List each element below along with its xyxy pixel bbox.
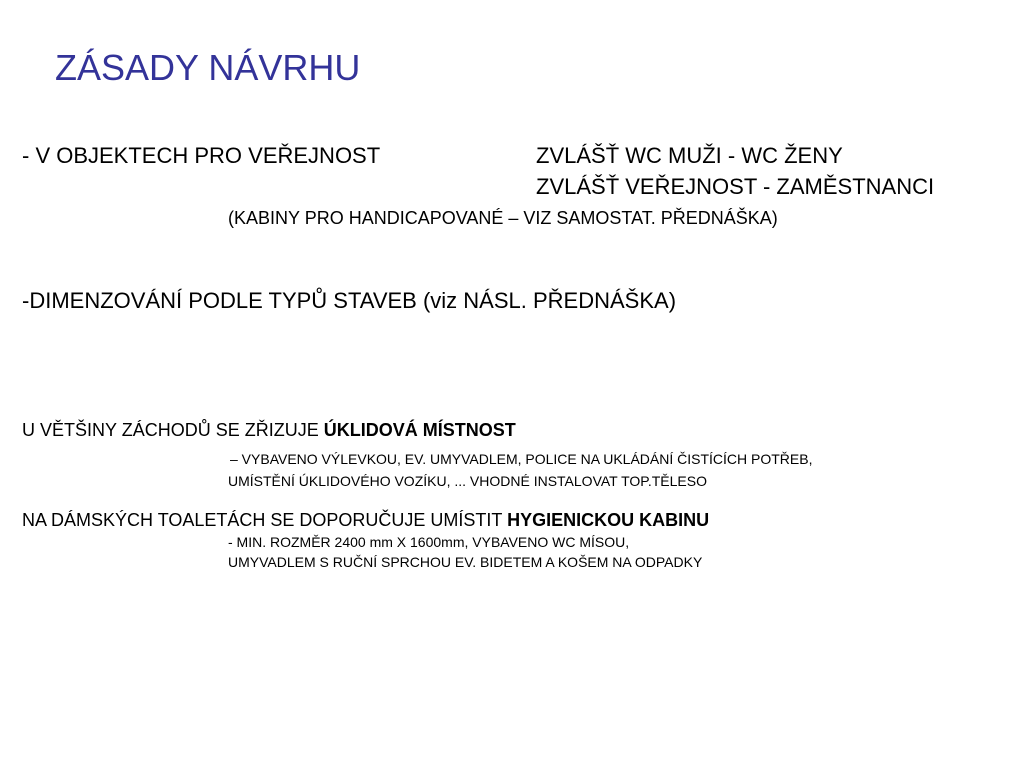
cleaning-room-lead: U VĚTŠINY ZÁCHODŮ SE ZŘIZUJE [22, 420, 324, 440]
separate-public-staff: ZVLÁŠŤ VEŘEJNOST - ZAMĚSTNANCI [536, 174, 935, 199]
hygiene-cabin-lead: NA DÁMSKÝCH TOALETÁCH SE DOPORUČUJE UMÍSTIT [22, 510, 508, 530]
handicap-note: (KABINY PRO HANDICAPOVANÉ – VIZ SAMOSTAT. PŘEDNÁŠKA) [228, 208, 778, 228]
slide-title: ZÁSADY NÁVRHU [55, 47, 361, 88]
hygiene-cabin-detail-1: - MIN. ROZMĚR 2400 mm X 1600mm, VYBAVENO WC MÍSOU, [228, 534, 630, 550]
hygiene-cabin-bold: HYGIENICKOU KABINU [507, 510, 710, 530]
hygiene-cabin-detail-2: UMYVADLEM S RUČNÍ SPRCHOU EV. BIDETEM A KOŠEM NA ODPADKY [228, 554, 703, 570]
hygiene-cabin-heading [22, 509, 709, 531]
cleaning-room-heading [22, 419, 516, 441]
public-buildings-lead: - V OBJEKTECH PRO VEŘEJNOST [22, 143, 381, 168]
cleaning-room-detail-1: – VYBAVENO VÝLEVKOU, EV. UMYVADLEM, POLICE NA UKLÁDÁNÍ ČISTÍCÍCH POTŘEB, [230, 451, 813, 467]
cleaning-room-detail-2: UMÍSTĚNÍ ÚKLIDOVÉHO VOZÍKU, ... VHODNÉ INSTALOVAT TOP.TĚLESO [228, 473, 707, 489]
dimensioning-text: -DIMENZOVÁNÍ PODLE TYPŮ STAVEB (viz NÁSL. PŘEDNÁŠKA) [22, 288, 677, 313]
separate-gender-wc: ZVLÁŠŤ WC MUŽI - WC ŽENY [536, 143, 843, 168]
cleaning-room-bold: ÚKLIDOVÁ MÍSTNOST [323, 420, 516, 440]
